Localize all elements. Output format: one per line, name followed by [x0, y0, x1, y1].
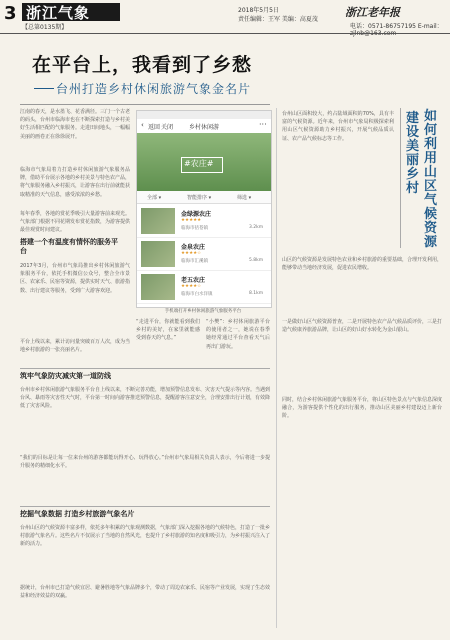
- close-button[interactable]: 关闭: [161, 124, 174, 131]
- publish-date: 2018年5月5日: [238, 7, 279, 14]
- farm-distance: 8.1km: [249, 291, 264, 296]
- bottom-para-1: 台州市乡村休闲旅游气象服务平台自上线以来，不断完善功能，增加预警信息发布、灾害天气提示等内容。当遇到台风、暴雨等灾害性天气时，平台第一时间向游客推送预警信息，提醒游客注意安全，合理安排出行计划，有效降低了灾害风险。: [20, 387, 270, 410]
- contact-line: 电话：0571-86757195 E-mail：: [350, 23, 443, 30]
- banner-tag: #农庄#: [184, 159, 214, 168]
- newspaper-logo: 浙江老年报: [345, 6, 400, 19]
- page-number: 3: [4, 3, 17, 24]
- subheading-data: 挖掘气象数据 打造乡村旅游气象名片: [20, 510, 135, 518]
- filter-sort[interactable]: 智能排序 ▾: [187, 195, 212, 201]
- star-rating: ★★★★☆: [181, 284, 202, 289]
- phone-screenshot: [136, 110, 272, 308]
- right-para-1: 台州山区面积较大，约占陆域面积的70%，具有丰富的气候资源。近年来，台州市气象局积极探索利用山区气候资源助力乡村振兴，开展气候品质认证、农产品气候标志等工作。: [282, 111, 394, 142]
- mid-para-2: “小樊”：乡村休闲旅游平台的使用者之一，她说在春季她经常通过平台查看天气后再出门游玩。: [206, 319, 270, 350]
- section-title: 浙江气象: [26, 4, 91, 22]
- farm-name: 金泉农庄: [181, 244, 206, 251]
- star-rating: ★★★★☆: [181, 251, 202, 256]
- farm-address: 临海市汇溪镇: [181, 259, 208, 264]
- farm-thumbnail: [141, 208, 175, 234]
- subheading-disaster: 筑牢气象防灾减灾第一道防线: [20, 372, 111, 380]
- bottom-para-3: 台州山区的气候资源丰富多样，依托多年积累的气象观测数据，气象部门深入挖掘各地的气候特色，打造了一批乡村旅游气象名片。这些名片不仅展示了当地的自然风光，也提升了乡村旅游的知名度和吸引力，为乡村振兴注入了新的活力。: [20, 525, 270, 548]
- back-icon[interactable]: ‹: [141, 121, 144, 129]
- farm-name: 金绿源农庄: [181, 211, 212, 218]
- farm-address: 临海市括苍镇: [181, 226, 208, 231]
- right-para-2: 山区的气候资源是发展特色农业和乡村旅游的重要基础，合理开发利用，能够带动当地经济发展，促进农民增收。: [282, 257, 442, 272]
- section-rule: [20, 506, 270, 507]
- right-para-4: 同时，结合乡村休闲旅游气象服务平台，将山区特色景点与气象信息深度融合，为游客提供个性化的出行服务，推动山区美丽乡村建设迈上新台阶。: [282, 397, 442, 420]
- farm-name: 老五农庄: [181, 277, 206, 284]
- headline: 在平台上，我看到了乡愁: [32, 54, 253, 76]
- bottom-para-2: “我们的目标是让每一位来台州的游客都能玩得开心、玩得放心。”台州市气象局相关负责人表示，今后将进一步提升服务的精细化水平。: [20, 455, 270, 470]
- mid-para-1: “走进平台，你就能看到我们乡村的美好，在家里就能感受到春天的气息。”: [136, 319, 200, 342]
- left-para-3: 每年春季，各地的赏花季吸引大量游客前来观光。气象部门根据不同花期发布赏花指数，为游客提供最佳观赏时间建议。: [20, 211, 130, 234]
- farm-thumbnail: [141, 241, 175, 267]
- farm-thumbnail: [141, 274, 175, 300]
- filter-all[interactable]: 全部 ▾: [147, 195, 162, 201]
- farm-distance: 5.8km: [249, 258, 264, 263]
- issue-number: 【总第0135期】: [22, 24, 68, 31]
- bottom-para-4: 据统计，台州市已打造气候宜居、避暑胜地等气象品牌多个，带动了周边农家乐、民宿等产业发展，实现了生态效益和经济效益的双赢。: [20, 585, 270, 600]
- header-rule: [0, 33, 450, 34]
- star-rating: ★★★★★: [181, 218, 202, 223]
- column-separator: [276, 108, 277, 628]
- filter-options[interactable]: 筛选 ▾: [237, 195, 252, 201]
- left-para-2: 临海市气象局着力打造乡村休闲旅游气象服务品牌，借助平台展示各地的乡村美景与特色农产品，将气象服务融入乡村振兴，让游客在出行前就能获取精准的天气信息，感受浓浓的乡愁。: [20, 167, 130, 198]
- left-subheading: 搭建一个有温度有情怀的服务平台: [20, 238, 118, 255]
- phone-status-bar: [137, 111, 271, 119]
- vertical-rule: [400, 108, 401, 248]
- vertical-heading-1: 如何利用山区气候资源: [424, 109, 438, 250]
- phone-page-title: 乡村休闲游: [189, 124, 220, 131]
- back-button[interactable]: 返回: [148, 124, 161, 131]
- subhead: 台州打造乡村休闲旅游气象金名片: [56, 82, 252, 96]
- more-icon[interactable]: ···: [259, 120, 267, 129]
- right-para-3: 一是做好山区气候资源普查，二是开展特色农产品气候品质评价，三是打造气候康养旅游品牌，让山区的好山好水转化为金山银山。: [282, 319, 442, 334]
- left-para-4: 2017年3月，台州市气象局推出乡村休闲旅游气象服务平台，依托手机微信公众号，整合全市景区、农家乐、民宿等资源，提供实时天气、旅游指数、出行建议等服务，受到广大游客欢迎。: [20, 263, 130, 294]
- editor-line: 责任编辑：王军 美编：高夏茂: [238, 16, 318, 23]
- subhead-dash: [34, 88, 54, 89]
- headline-rule: [20, 104, 270, 105]
- farm-address: 临海市白水洋镇: [181, 292, 213, 297]
- photo-caption: 手机端打开乡村休闲旅游气象服务平台: [164, 309, 242, 314]
- vertical-heading-2: 建设美丽乡村: [406, 111, 420, 196]
- section-rule: [20, 368, 270, 369]
- farm-distance: 3.2km: [249, 225, 264, 230]
- left-para-5: 平台上线以来，累计访问量突破百万人次，成为当地乡村旅游的一张亮丽名片。: [20, 339, 130, 354]
- left-para-1: 江南的春天，是水墨飞、花香满径。三门一个古老的码头，台州市临海市也在不断探索打造与乡村美好生活相匹配的气象服务。走进田间地头，一幅幅美丽的画卷正在徐徐展开。: [20, 109, 130, 140]
